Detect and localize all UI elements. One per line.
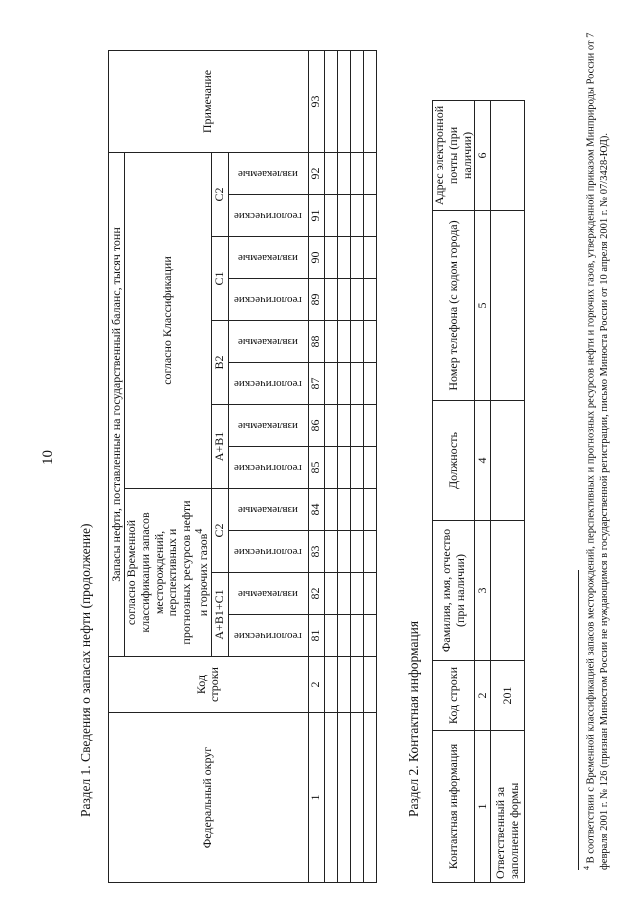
table-row: [491, 101, 525, 883]
table-cell[interactable]: [363, 153, 376, 195]
column-index: 2: [475, 661, 491, 731]
table-cell[interactable]: [363, 713, 376, 883]
section-1-title: Раздел 1. Сведения о запасах нефти (продолжение): [78, 523, 93, 817]
phone-field[interactable]: [491, 211, 525, 401]
footnote-ref: 4: [193, 528, 205, 534]
table-cell[interactable]: [337, 531, 350, 573]
column-index: 83: [308, 531, 324, 573]
header-recoverable: извлекаемые: [228, 489, 308, 531]
header-reserves-group: Запасы нефти, поставленные на государственный баланс, тысяч тонн: [109, 153, 125, 657]
table-cell[interactable]: [363, 237, 376, 279]
table-row: [337, 51, 350, 883]
table-cell[interactable]: [324, 615, 337, 657]
header-phone: Номер телефона (с кодом города): [433, 211, 475, 401]
table-cell[interactable]: [363, 321, 376, 363]
header-position: Должность: [433, 401, 475, 521]
table-cell[interactable]: [337, 279, 350, 321]
table-cell[interactable]: [337, 615, 350, 657]
category-b2: B2: [211, 321, 228, 405]
column-index: 84: [308, 489, 324, 531]
table-cell[interactable]: [350, 615, 363, 657]
table-row: [363, 51, 376, 883]
table-cell[interactable]: [337, 321, 350, 363]
header-geological: геологические: [228, 531, 308, 573]
header-line-code: Код строки: [433, 661, 475, 731]
table-cell[interactable]: [337, 489, 350, 531]
table-cell[interactable]: [350, 195, 363, 237]
table-cell[interactable]: [350, 531, 363, 573]
table-cell[interactable]: [350, 321, 363, 363]
responsible-person-label: Ответственный за заполнение формы: [491, 731, 525, 883]
table-cell[interactable]: [350, 363, 363, 405]
table-cell[interactable]: [324, 51, 337, 153]
header-recoverable: извлекаемые: [228, 573, 308, 615]
table-cell[interactable]: [324, 713, 337, 883]
header-geological: геологические: [228, 615, 308, 657]
full-name-field[interactable]: [491, 521, 525, 661]
table-cell[interactable]: [324, 489, 337, 531]
table-cell[interactable]: [337, 153, 350, 195]
column-index: 91: [308, 195, 324, 237]
table-cell[interactable]: [337, 713, 350, 883]
table-cell[interactable]: [324, 321, 337, 363]
row-code: 201: [491, 661, 525, 731]
table-cell[interactable]: [350, 657, 363, 713]
header-geological: геологические: [228, 195, 308, 237]
column-index: 1: [475, 731, 491, 883]
header-note: Примечание: [109, 51, 309, 153]
header-email: Адрес электронной почты (при наличии): [433, 101, 475, 211]
header-recoverable: извлекаемые: [228, 321, 308, 363]
table-cell[interactable]: [350, 51, 363, 153]
table-cell[interactable]: [363, 447, 376, 489]
table-cell[interactable]: [350, 447, 363, 489]
header-recoverable: извлекаемые: [228, 405, 308, 447]
footnote: [582, 30, 612, 870]
column-index: 81: [308, 615, 324, 657]
header-contact-info: Контактная информация: [433, 731, 475, 883]
column-index: 88: [308, 321, 324, 363]
table-cell[interactable]: [363, 531, 376, 573]
table-cell[interactable]: [324, 237, 337, 279]
table-cell[interactable]: [363, 279, 376, 321]
table-cell[interactable]: [350, 489, 363, 531]
column-index: 92: [308, 153, 324, 195]
column-index: 89: [308, 279, 324, 321]
header-recoverable: извлекаемые: [228, 153, 308, 195]
table-cell[interactable]: [337, 447, 350, 489]
contact-table: [432, 100, 525, 883]
header-line-code: Код строки: [109, 657, 309, 713]
category-a-b1: A+B1: [211, 405, 228, 489]
category-c2-temp: C2: [211, 489, 228, 573]
table-cell[interactable]: [337, 657, 350, 713]
table-cell[interactable]: [350, 713, 363, 883]
column-index: 3: [475, 521, 491, 661]
column-index: 4: [475, 401, 491, 521]
table-cell[interactable]: [324, 573, 337, 615]
table-cell[interactable]: [350, 237, 363, 279]
table-cell[interactable]: [363, 405, 376, 447]
header-geological: геологические: [228, 447, 308, 489]
header-temp-classification: согласно Временной классификации запасов месторождений, перспективных и прогнозных ресурсов нефти и горючих газов$^4$: [125, 489, 212, 657]
column-index: 85: [308, 447, 324, 489]
header-geological: геологические: [228, 363, 308, 405]
table-cell[interactable]: [324, 447, 337, 489]
table-cell[interactable]: [363, 573, 376, 615]
column-index: 93: [308, 51, 324, 153]
header-full-name: Фамилия, имя, отчество (при наличии): [433, 521, 475, 661]
footnote-text: В соответствии с Временной классификацией запасов месторождений, перспективных и прогнозных ресурсов нефти и горючих газов, утвержденной приказом Минприроды России от 7 февраля 2001 г. № 126 (признан Минюстом России не нуждающимся в государственной регистрации, письмо Минюста России от 10 апреля 2001 г. № 07/3428-ЮД).: [585, 32, 611, 870]
table-cell[interactable]: [363, 489, 376, 531]
table-cell[interactable]: [324, 405, 337, 447]
table-cell[interactable]: [350, 153, 363, 195]
table-cell[interactable]: [363, 51, 376, 153]
table-cell[interactable]: [337, 573, 350, 615]
header-geological: геологические: [228, 279, 308, 321]
column-index: 87: [308, 363, 324, 405]
table-cell[interactable]: [337, 237, 350, 279]
table-cell[interactable]: [324, 657, 337, 713]
table-cell[interactable]: [324, 279, 337, 321]
header-federal-district: Федеральный округ: [109, 713, 309, 883]
table-cell[interactable]: [337, 405, 350, 447]
header-recoverable: извлекаемые: [228, 237, 308, 279]
table-cell[interactable]: [363, 363, 376, 405]
table-cell[interactable]: [324, 363, 337, 405]
table-cell[interactable]: [337, 363, 350, 405]
table-cell[interactable]: [324, 195, 337, 237]
position-field[interactable]: [491, 401, 525, 521]
column-index: 5: [475, 211, 491, 401]
footnote-marker: 4: [582, 866, 591, 870]
table-cell[interactable]: [363, 615, 376, 657]
table-cell[interactable]: [337, 51, 350, 153]
table-cell[interactable]: [363, 657, 376, 713]
column-index: 82: [308, 573, 324, 615]
column-index: 1: [308, 713, 324, 883]
table-cell[interactable]: [324, 531, 337, 573]
table-cell[interactable]: [350, 573, 363, 615]
column-index-row: [475, 101, 491, 883]
table-row: [350, 51, 363, 883]
column-index: 90: [308, 237, 324, 279]
email-field[interactable]: [491, 101, 525, 211]
section-2-title: Раздел 2. Контактная информация: [406, 620, 421, 817]
footnote-divider: [578, 570, 579, 870]
page-number: 10: [40, 450, 56, 465]
category-a-b1-c1: A+B1+C1: [211, 573, 228, 657]
table-cell[interactable]: [350, 279, 363, 321]
column-index: 86: [308, 405, 324, 447]
column-index: 6: [475, 101, 491, 211]
table-row: [324, 51, 337, 883]
header-classification: согласно Классификации: [125, 153, 212, 489]
column-index: 2: [308, 657, 324, 713]
table-cell[interactable]: [363, 195, 376, 237]
category-c2: C2: [211, 153, 228, 237]
table-cell[interactable]: [337, 195, 350, 237]
category-c1: C1: [211, 237, 228, 321]
reserves-table: [108, 50, 377, 883]
table-cell[interactable]: [350, 405, 363, 447]
table-cell[interactable]: [324, 153, 337, 195]
column-index-row: [308, 51, 324, 883]
